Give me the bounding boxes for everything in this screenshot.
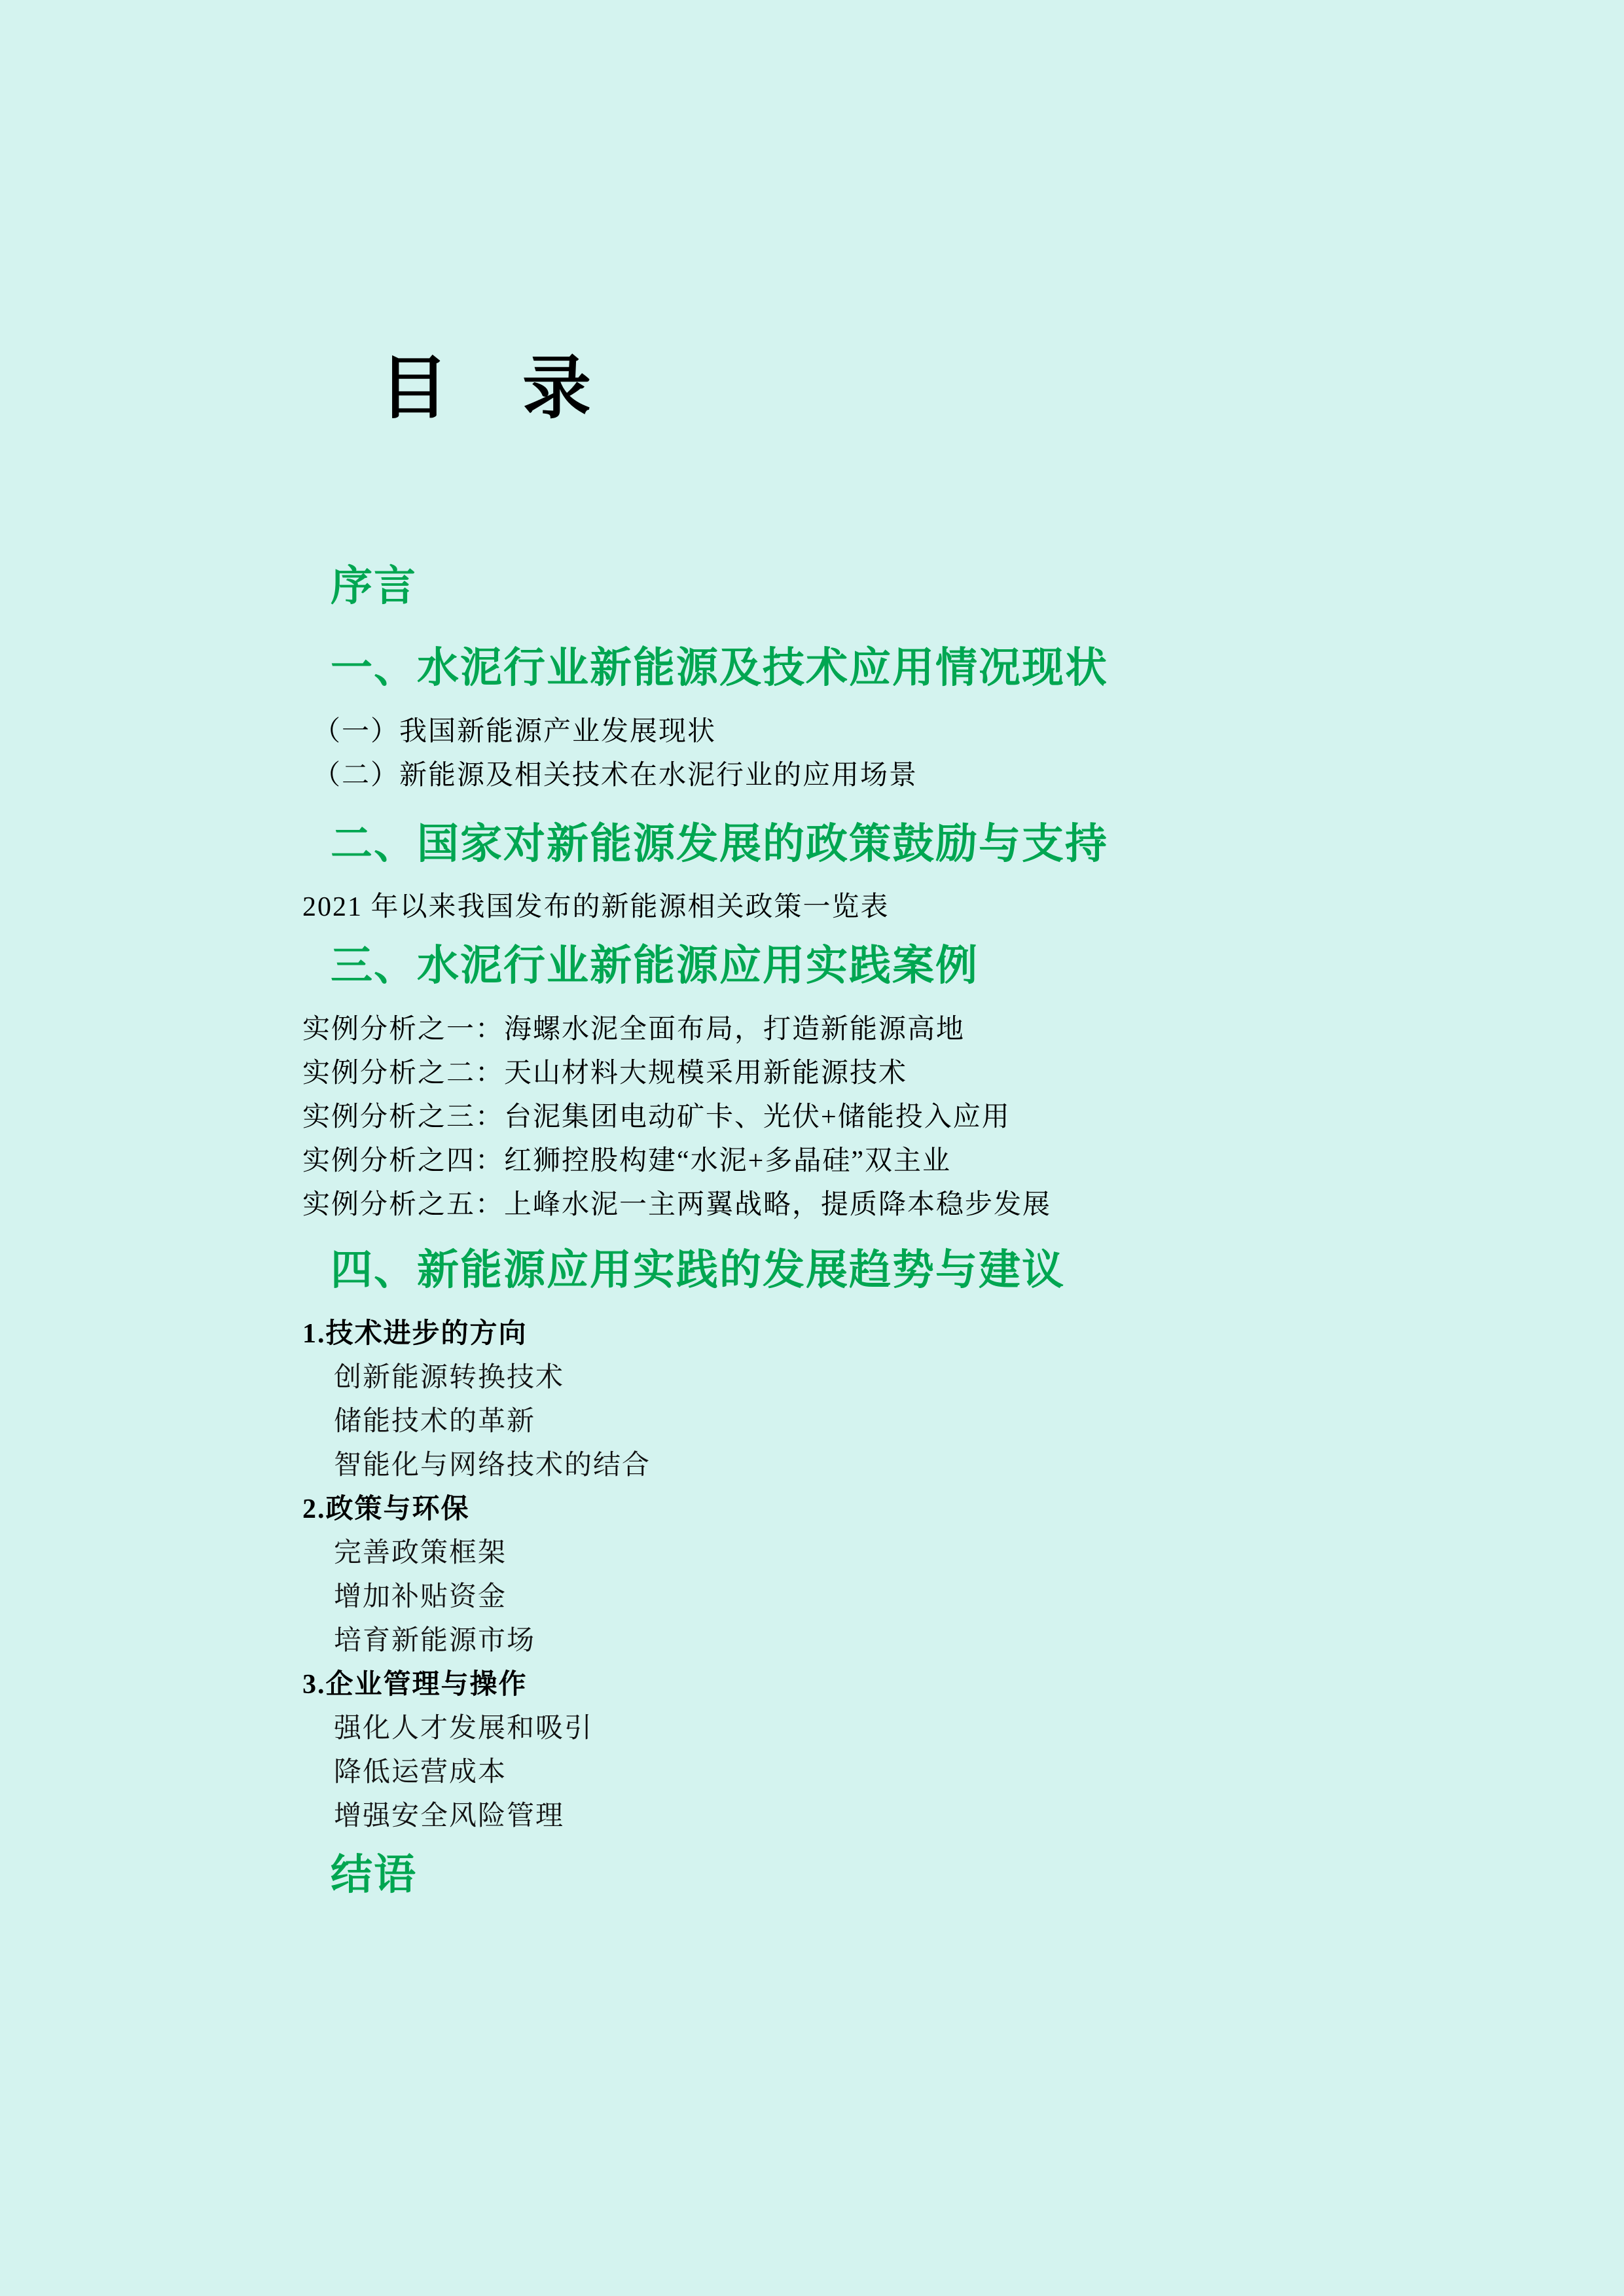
toc-item-3-2: 实例分析之二：天山材料大规模采用新能源技术 [302,1058,908,1088]
toc-subitem-4-2-1: 完善政策框架 [334,1538,507,1568]
toc-heading-section-2: 二、国家对新能源发展的政策鼓励与支持 [331,820,1108,867]
toc-subitem-4-1-1: 创新能源转换技术 [334,1363,565,1393]
toc-subitem-4-1-3: 智能化与网络技术的结合 [334,1450,651,1480]
toc-item-4-1: 1.技术进步的方向 [302,1319,528,1349]
toc-heading-section-3: 三、水泥行业新能源应用实践案例 [331,942,979,989]
toc-item-4-2: 2.政策与环保 [302,1494,470,1524]
toc-item-2-1: 2021 年以来我国发布的新能源相关政策一览表 [302,892,890,922]
toc-heading-preface: 序言 [331,562,417,609]
toc-item-4-3: 3.企业管理与操作 [302,1670,528,1700]
toc-subitem-4-2-2: 增加补贴资金 [334,1582,507,1612]
toc-subitem-4-2-3: 培育新能源市场 [334,1626,536,1656]
toc-subitem-4-3-3: 增强安全风险管理 [334,1801,565,1831]
toc-subitem-4-1-2: 储能技术的革新 [334,1407,536,1437]
toc-item-3-3: 实例分析之三：台泥集团电动矿卡、光伏+储能投入应用 [302,1102,1011,1132]
toc-subitem-4-3-2: 降低运营成本 [334,1757,507,1787]
page-title: 目 录 [380,350,594,427]
toc-item-3-1: 实例分析之一：海螺水泥全面布局，打造新能源高地 [302,1014,965,1045]
toc-heading-section-4: 四、新能源应用实践的发展趋势与建议 [331,1246,1065,1293]
toc-item-1-1: （一）我国新能源产业发展现状 [313,717,717,747]
toc-item-3-4: 实例分析之四：红狮控股构建“水泥+多晶硅”双主业 [302,1146,951,1176]
toc-heading-section-1: 一、水泥行业新能源及技术应用情况现状 [331,644,1108,691]
toc-item-3-5: 实例分析之五：上峰水泥一主两翼战略，提质降本稳步发展 [302,1190,1052,1220]
toc-item-1-2: （二）新能源及相关技术在水泥行业的应用场景 [313,761,918,791]
toc-subitem-4-3-1: 强化人才发展和吸引 [334,1713,594,1744]
toc-heading-conclusion: 结语 [331,1851,417,1898]
